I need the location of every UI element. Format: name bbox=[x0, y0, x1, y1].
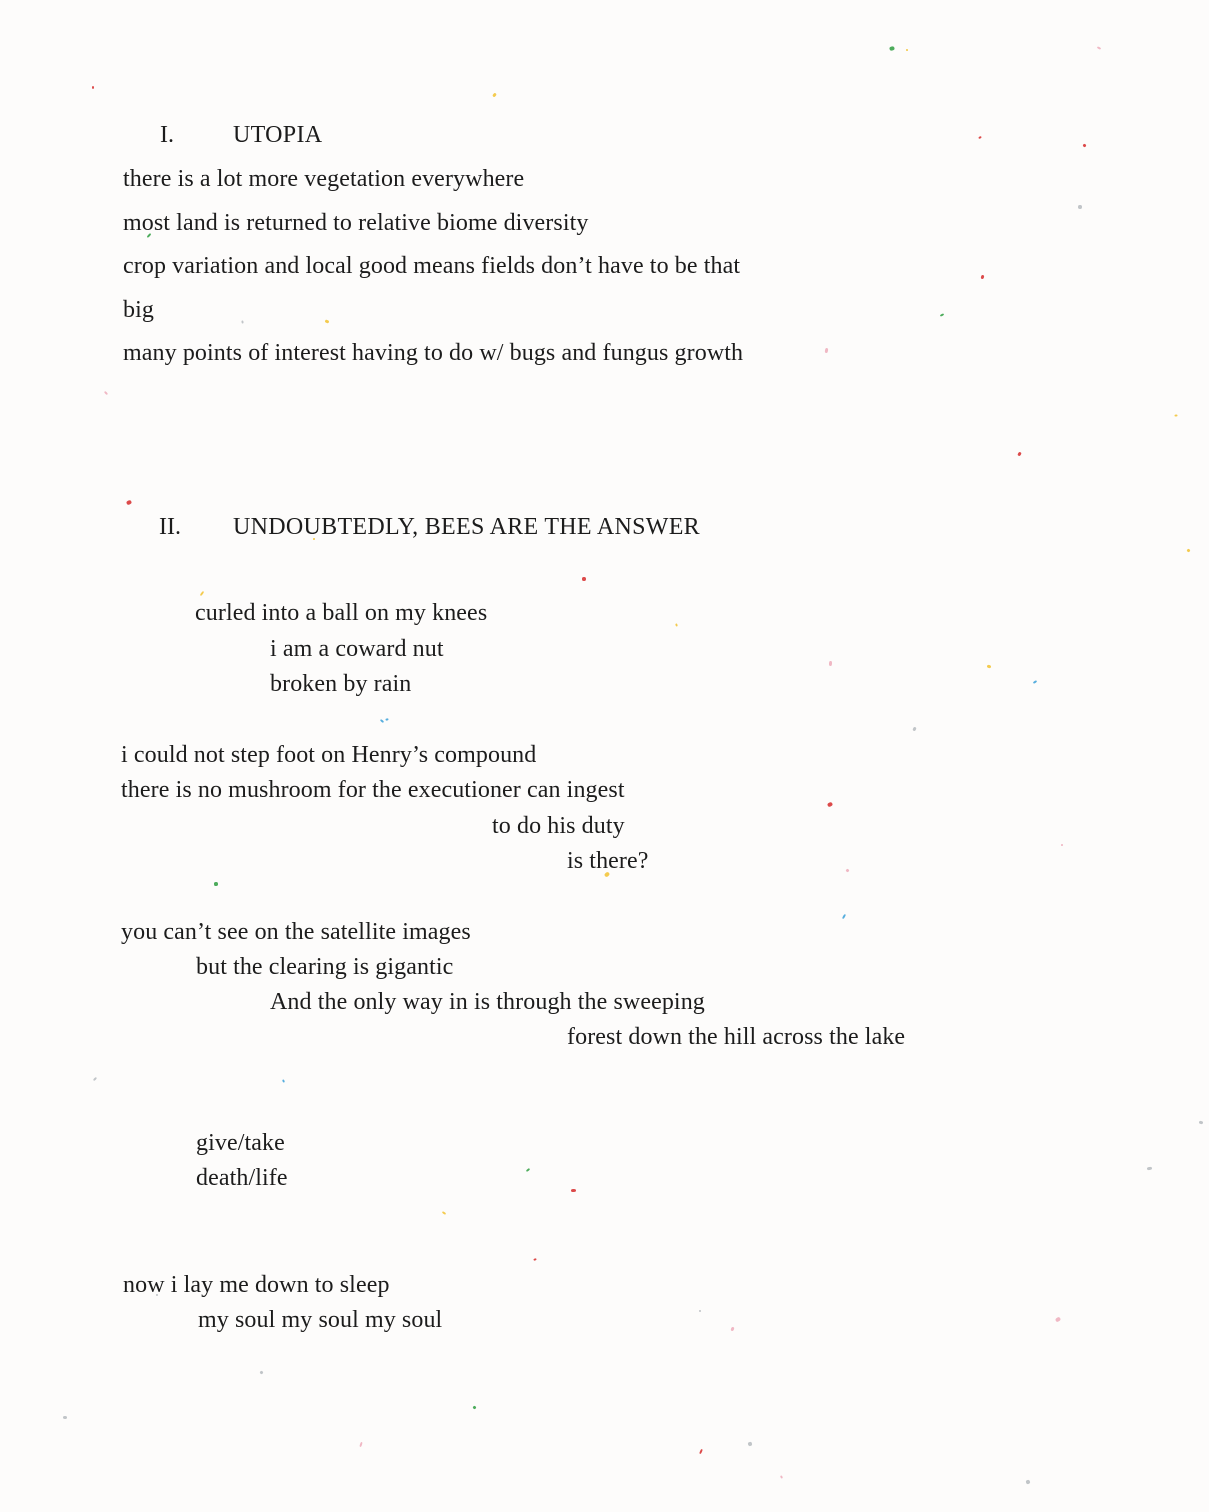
paper-fleck bbox=[987, 664, 992, 668]
paper-fleck bbox=[582, 577, 586, 581]
paper-fleck bbox=[533, 1258, 536, 1261]
paper-fleck bbox=[889, 46, 895, 51]
stanza-1-line-2: i am a coward nut bbox=[270, 636, 444, 662]
paper-fleck bbox=[1082, 143, 1086, 147]
paper-fleck bbox=[380, 719, 384, 723]
paper-fleck bbox=[1025, 1479, 1030, 1484]
paper-fleck bbox=[241, 320, 244, 323]
paper-fleck bbox=[63, 1416, 67, 1420]
stanza-1-line-1: curled into a ball on my knees bbox=[195, 600, 488, 626]
stanza-2-line-3: to do his duty bbox=[492, 813, 625, 839]
section-1-line-1: there is a lot more vegetation everywhere bbox=[123, 166, 525, 192]
paper-fleck bbox=[492, 93, 497, 98]
paper-fleck bbox=[325, 319, 330, 323]
section-1-line-3: crop variation and local good means fields don’t have to be that bbox=[123, 253, 741, 279]
stanza-2-line-2: there is no mushroom for the executioner can ingest bbox=[121, 777, 625, 803]
paper-fleck bbox=[730, 1327, 734, 1332]
paper-fleck bbox=[92, 86, 94, 89]
paper-fleck bbox=[1174, 414, 1177, 416]
stanza-4-line-1: give/take bbox=[196, 1130, 285, 1156]
paper-fleck bbox=[748, 1442, 753, 1447]
stanza-3-line-1: you can’t see on the satellite images bbox=[121, 919, 471, 945]
paper-fleck bbox=[780, 1475, 783, 1479]
section-1-line-2: most land is returned to relative biome diversity bbox=[123, 210, 589, 236]
paper-fleck bbox=[1055, 1316, 1061, 1322]
stanza-5-line-1: now i lay me down to sleep bbox=[123, 1272, 390, 1298]
paper-fleck bbox=[675, 623, 678, 626]
paper-fleck bbox=[442, 1211, 446, 1215]
section-1-line-4: big bbox=[123, 297, 154, 323]
paper-fleck bbox=[906, 49, 909, 52]
paper-fleck bbox=[1017, 452, 1022, 457]
stanza-4-line-2: death/life bbox=[196, 1165, 288, 1191]
paper-fleck bbox=[1199, 1121, 1204, 1125]
paper-fleck bbox=[1061, 844, 1063, 846]
stanza-1-line-3: broken by rain bbox=[270, 671, 412, 697]
section-1-line-5: many points of interest having to do w/ bugs and fungus growth bbox=[123, 340, 744, 366]
paper-fleck bbox=[526, 1168, 530, 1172]
paper-fleck bbox=[214, 882, 218, 886]
paper-fleck bbox=[259, 1370, 263, 1374]
paper-fleck bbox=[1097, 46, 1101, 50]
paper-fleck bbox=[940, 313, 944, 317]
stanza-3-line-4: forest down the hill across the lake bbox=[567, 1024, 906, 1050]
paper-fleck bbox=[359, 1442, 362, 1447]
paper-fleck bbox=[126, 500, 132, 506]
paper-fleck bbox=[385, 718, 388, 721]
stanza-3-line-2: but the clearing is gigantic bbox=[196, 954, 454, 980]
paper-fleck bbox=[282, 1079, 285, 1083]
paper-fleck bbox=[472, 1405, 476, 1409]
section-2-title: UNDOUBTEDLY, BEES ARE THE ANSWER bbox=[233, 514, 700, 540]
paper-fleck bbox=[981, 275, 985, 280]
paper-fleck bbox=[1186, 548, 1190, 552]
paper-fleck bbox=[829, 661, 832, 666]
stanza-3-line-3: And the only way in is through the sweeping bbox=[270, 989, 705, 1015]
paper-fleck bbox=[1147, 1167, 1152, 1171]
paper-fleck bbox=[827, 802, 833, 808]
paper-fleck bbox=[699, 1449, 703, 1454]
paper-fleck bbox=[912, 727, 916, 732]
paper-fleck bbox=[200, 591, 205, 596]
paper-fleck bbox=[1033, 680, 1037, 684]
section-1-title: UTOPIA bbox=[233, 122, 323, 148]
paper-fleck bbox=[1078, 205, 1082, 209]
paper-fleck bbox=[825, 348, 829, 353]
paper-fleck bbox=[978, 136, 982, 139]
stanza-2-line-4: is there? bbox=[567, 848, 649, 874]
paper-fleck bbox=[842, 914, 846, 919]
stanza-5-line-2: my soul my soul my soul bbox=[198, 1307, 443, 1333]
paper-fleck bbox=[845, 868, 849, 872]
stanza-2-line-1: i could not step foot on Henry’s compound bbox=[121, 742, 537, 768]
paper-fleck bbox=[93, 1077, 97, 1081]
paper-fleck bbox=[571, 1189, 576, 1192]
paper-fleck bbox=[699, 1310, 701, 1312]
section-2-numeral: II. bbox=[159, 514, 181, 540]
paper-fleck bbox=[104, 391, 108, 395]
section-1-numeral: I. bbox=[160, 122, 174, 148]
